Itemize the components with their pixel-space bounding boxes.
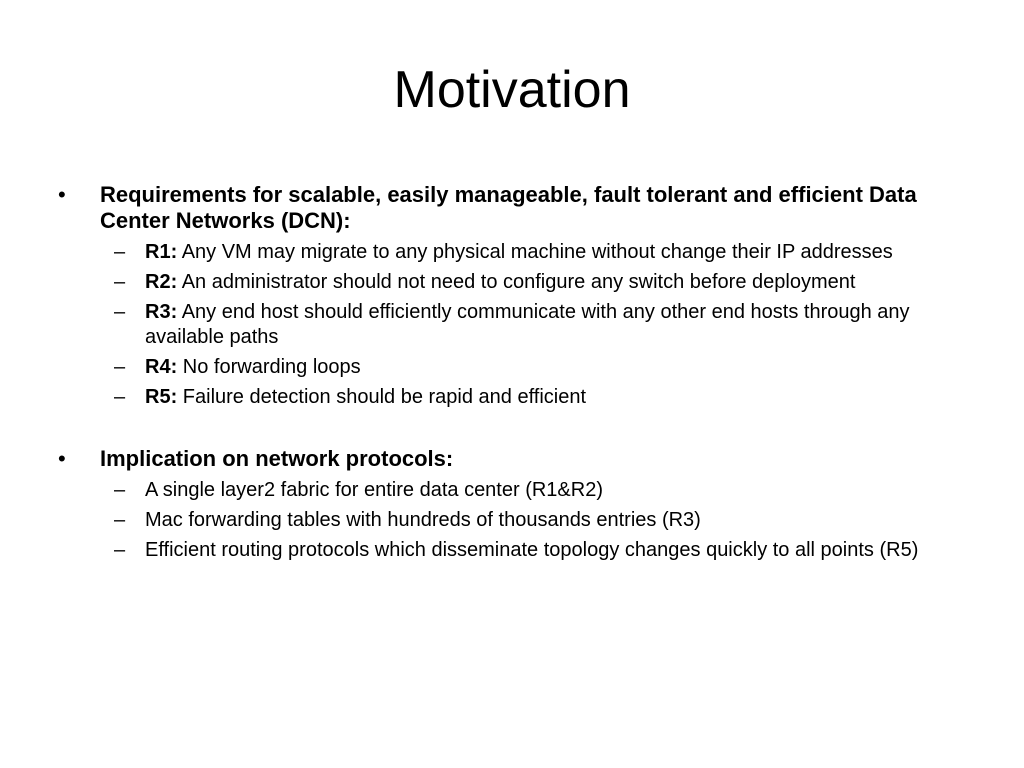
bullet-text: Implication on network protocols: xyxy=(100,446,454,471)
bullet-implication xyxy=(58,446,958,563)
list-item xyxy=(100,538,958,563)
list-item xyxy=(100,508,958,533)
dash-icon: – xyxy=(114,241,126,263)
bullet-dot-icon: • xyxy=(58,182,66,207)
implication-text: A single layer2 fabric for entire data center (R1&R2) xyxy=(145,479,603,501)
requirement-label: R1: xyxy=(145,241,178,263)
list-item xyxy=(100,300,958,350)
dash-icon: – xyxy=(114,386,126,408)
list-item xyxy=(100,355,958,380)
dash-icon: – xyxy=(114,301,126,323)
implication-text: Efficient routing protocols which disseminate topology changes quickly to all points (R5) xyxy=(145,539,919,561)
requirement-label: R4: xyxy=(145,356,178,378)
list-item xyxy=(100,385,958,410)
requirement-text: Any VM may migrate to any physical machine without change their IP addresses xyxy=(181,241,893,263)
list-item xyxy=(100,240,958,265)
implication-text: Mac forwarding tables with hundreds of thousands entries (R3) xyxy=(145,509,701,531)
bullet-text: Requirements for scalable, easily manageable, fault tolerant and efficient Data Center Networks (DCN): xyxy=(100,182,917,233)
requirement-label: R2: xyxy=(145,271,178,293)
requirement-label: R3: xyxy=(145,301,178,323)
dash-icon: – xyxy=(114,539,126,561)
slide-title: Motivation xyxy=(393,61,631,119)
implication-list xyxy=(100,478,958,563)
requirements-list xyxy=(100,240,958,410)
slide-content xyxy=(58,182,958,568)
dash-icon: – xyxy=(114,356,126,378)
dash-icon: – xyxy=(114,509,126,531)
bullet-dot-icon: • xyxy=(58,446,66,471)
requirement-text: No forwarding loops xyxy=(182,356,361,378)
requirement-text: Any end host should efficiently communicate with any other end hosts through any available paths xyxy=(145,301,910,348)
list-item xyxy=(100,478,958,503)
requirement-text: An administrator should not need to configure any switch before deployment xyxy=(181,271,856,293)
dash-icon: – xyxy=(114,479,126,501)
bullet-requirements xyxy=(58,182,958,410)
requirement-label: R5: xyxy=(145,386,178,408)
dash-icon: – xyxy=(114,271,126,293)
list-item xyxy=(100,270,958,295)
requirement-text: Failure detection should be rapid and efficient xyxy=(182,386,587,408)
